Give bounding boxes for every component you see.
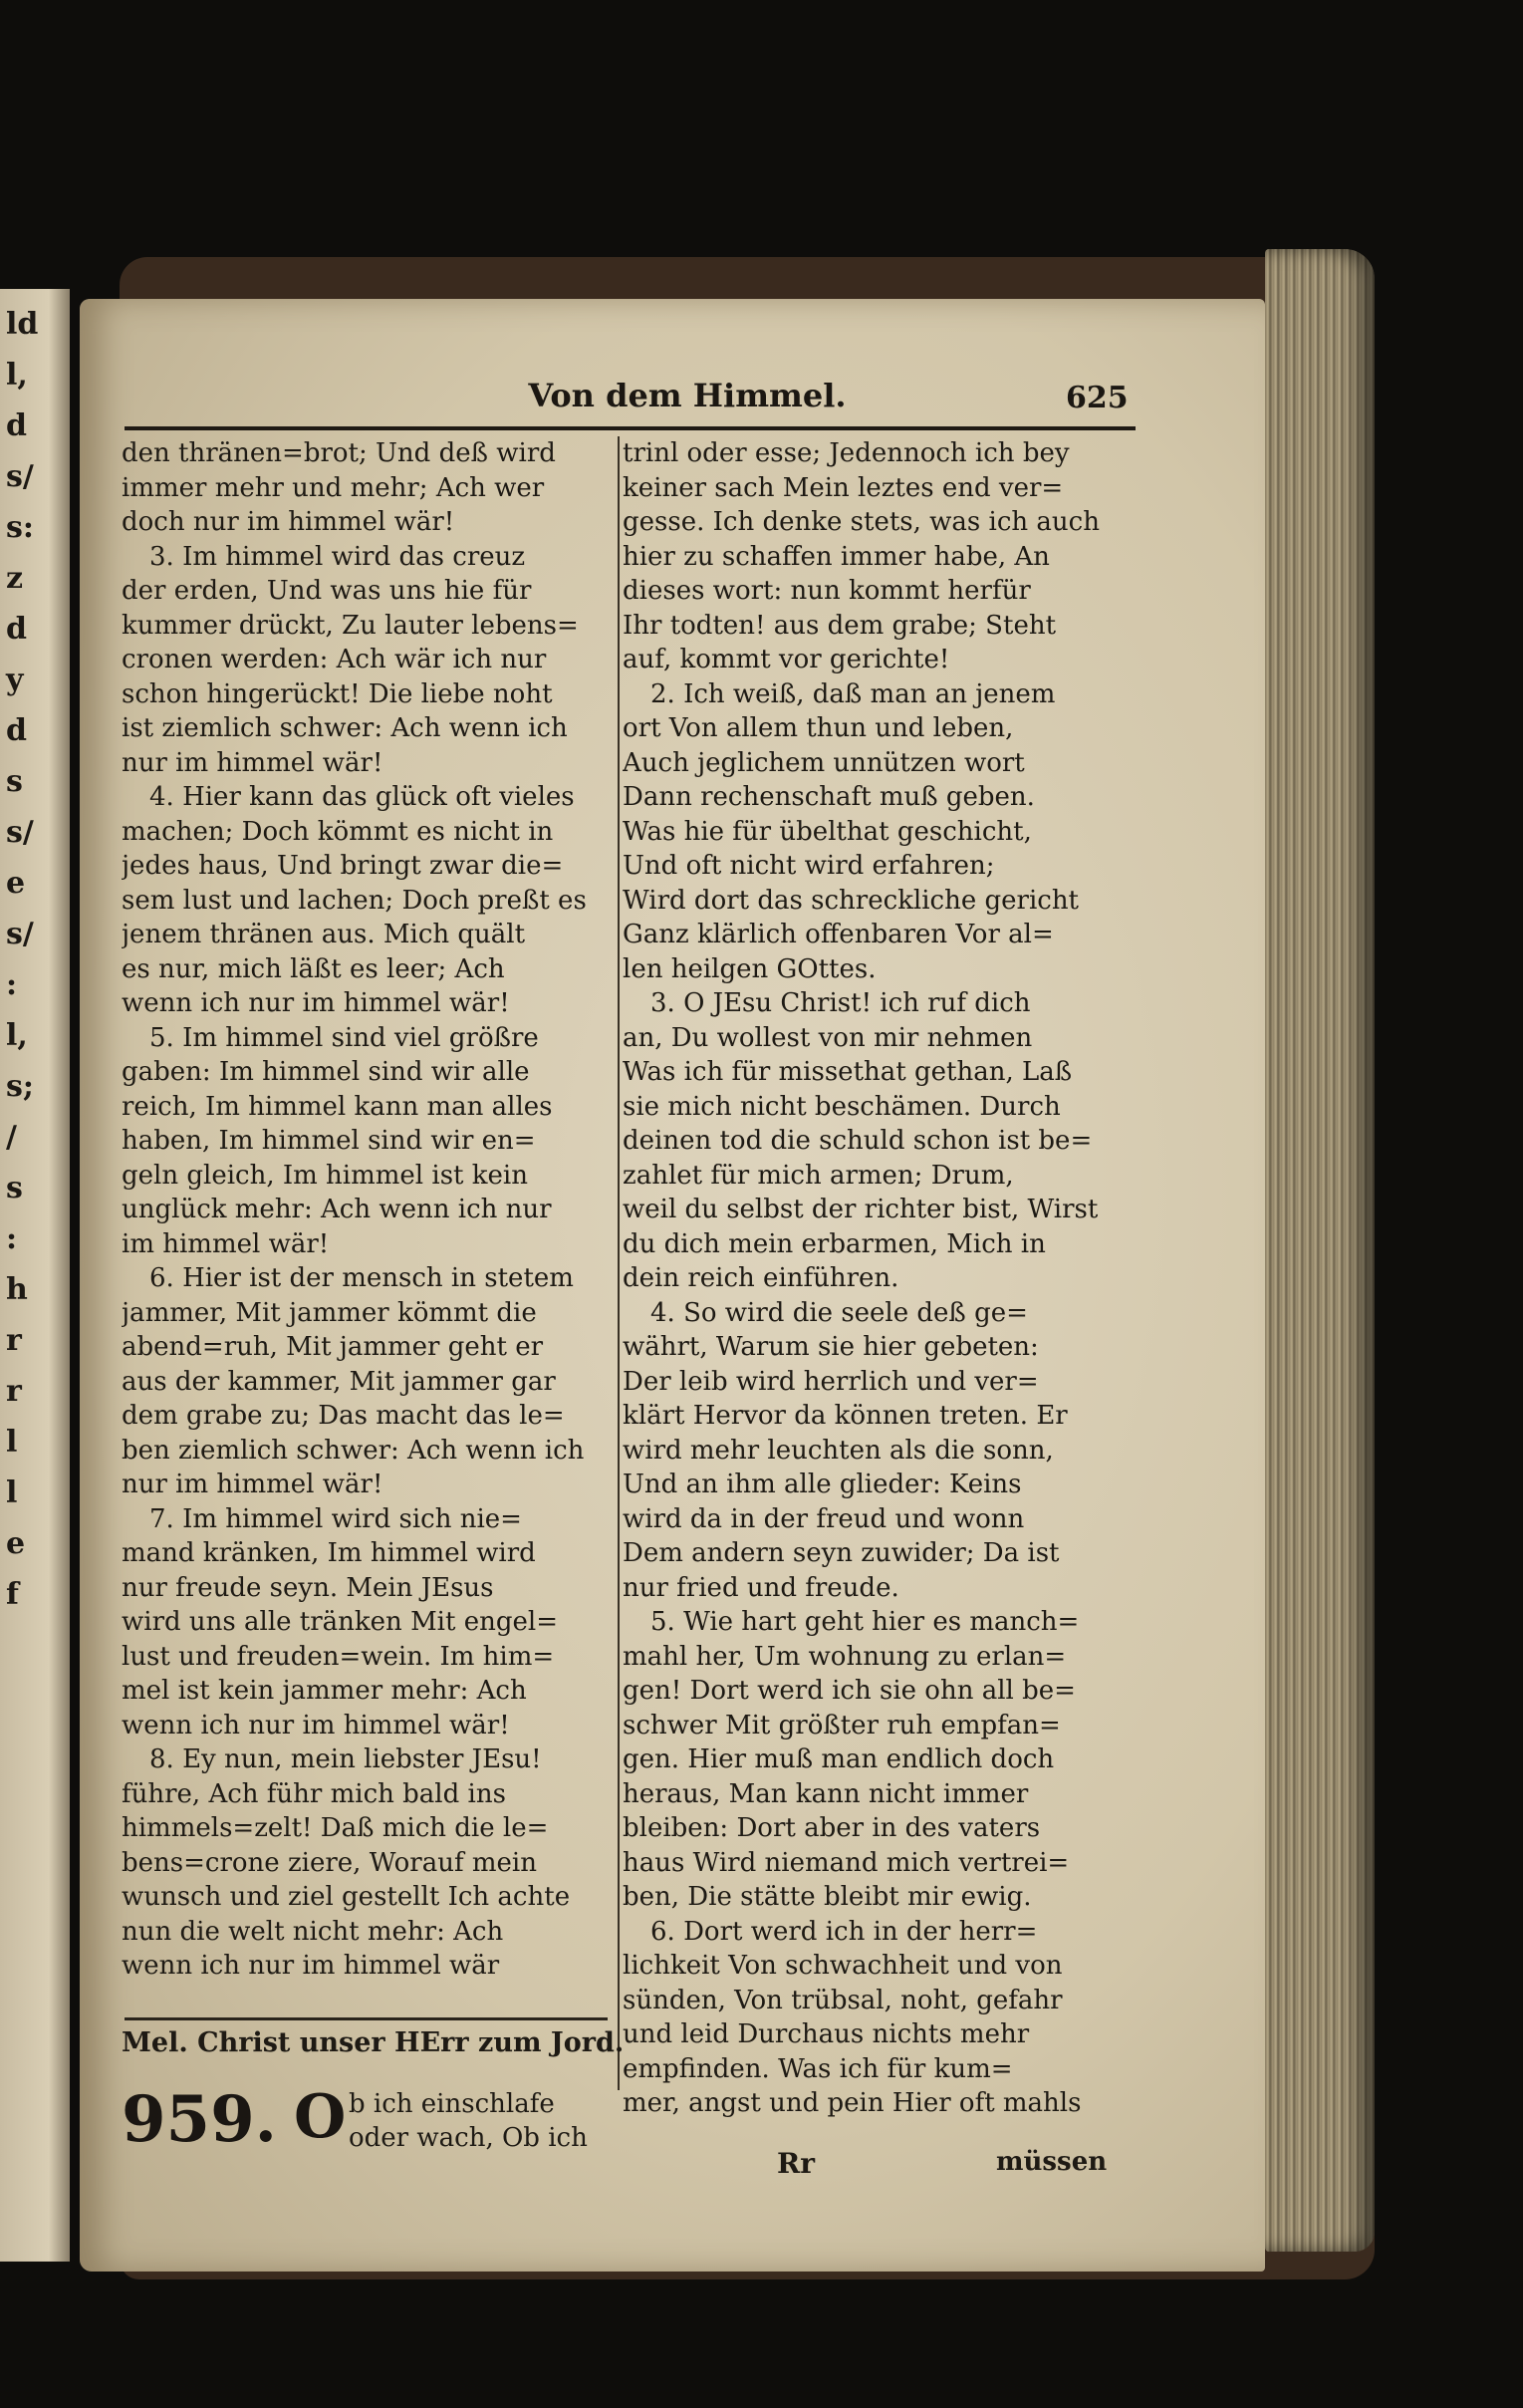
- text-line: 8. Ey nun, mein liebster JEsu!: [149, 1744, 542, 1774]
- text-line: wenn ich nur im himmel wär!: [122, 1710, 510, 1740]
- text-line: wird uns alle tränken Mit engel=: [122, 1607, 558, 1637]
- text-line: gaben: Im himmel sind wir alle: [122, 1057, 530, 1087]
- text-line: Auch jeglichem unnützen wort: [623, 747, 1025, 778]
- text-line: wenn ich nur im himmel wär!: [122, 988, 510, 1018]
- text-line: Was hie für übelthat geschicht,: [623, 816, 1032, 847]
- text-line: dieses wort: nun kommt herfür: [623, 576, 1031, 606]
- melody-line: Mel. Christ unser HErr zum Jord.: [122, 2027, 625, 2058]
- margin-fragment: d: [6, 612, 27, 647]
- text-line: zahlet für mich armen; Drum,: [623, 1160, 1014, 1191]
- margin-fragment: s;: [6, 1069, 34, 1104]
- text-line: nur fried und freude.: [623, 1572, 899, 1603]
- margin-fragment: l: [6, 1475, 18, 1510]
- margin-fragment: s/: [6, 917, 34, 951]
- text-line: jenem thränen aus. Mich quält: [122, 920, 526, 949]
- text-line: kummer drückt, Zu lauter lebens=: [122, 610, 579, 641]
- text-line: 5. Im himmel sind viel größre: [149, 1022, 539, 1053]
- text-line: nur im himmel wär!: [122, 747, 383, 778]
- text-line: jedes haus, Und bringt zwar die=: [122, 851, 564, 881]
- text-line: 3. Im himmel wird das creuz: [149, 541, 526, 572]
- right-column: [623, 436, 1141, 2121]
- text-line: empfinden. Was ich für kum=: [623, 2053, 1013, 2084]
- catchword: müssen: [996, 2147, 1108, 2177]
- text-line: wird da in der freud und wonn: [623, 1503, 1025, 1534]
- text-line: 3. O JEsu Christ! ich ruf dich: [650, 988, 1031, 1018]
- text-line: den thränen=brot; Und deß wird: [122, 438, 556, 468]
- text-line: sie mich nicht beschämen. Durch: [623, 1091, 1061, 1122]
- margin-fragment: f: [6, 1577, 19, 1612]
- text-line: Und oft nicht wird erfahren;: [623, 851, 995, 881]
- text-line: geln gleich, Im himmel ist kein: [122, 1160, 528, 1191]
- text-line: mahl her, Um wohnung zu erlan=: [623, 1641, 1067, 1672]
- text-line: 6. Hier ist der mensch in stetem: [149, 1263, 574, 1293]
- page-number: 625: [1066, 381, 1129, 415]
- text-line: und leid Durchaus nichts mehr: [623, 2019, 1030, 2049]
- text-line: Ihr todten! aus dem grabe; Steht: [623, 610, 1057, 641]
- margin-fragment: s: [6, 1171, 23, 1205]
- hymn-line: b ich einschlafe: [349, 2089, 555, 2119]
- text-line: dein reich einführen.: [623, 1263, 899, 1293]
- text-line: Ganz klärlich offenbaren Vor al=: [623, 920, 1054, 949]
- text-line: wenn ich nur im himmel wär: [122, 1951, 500, 1981]
- header-rule: [125, 426, 1136, 430]
- text-line: abend=ruh, Mit jammer geht er: [122, 1332, 544, 1362]
- text-line: sem lust und lachen; Doch preßt es: [122, 885, 587, 916]
- text-line: bleiben: Dort aber in des vaters: [623, 1813, 1041, 1843]
- text-line: bens=crone ziere, Worauf mein: [122, 1847, 537, 1878]
- margin-fragment: z: [6, 561, 24, 596]
- text-line: deinen tod die schuld schon ist be=: [623, 1126, 1093, 1156]
- text-line: auf, kommt vor gerichte!: [623, 645, 950, 674]
- text-line: gen. Hier muß man endlich doch: [623, 1744, 1055, 1774]
- margin-fragment: e: [6, 866, 26, 901]
- hymn-opening-lines: [349, 2087, 618, 2155]
- text-line: nun die welt nicht mehr: Ach: [122, 1916, 504, 1947]
- margin-fragment: h: [6, 1272, 28, 1307]
- text-line: himmels=zelt! Daß mich die le=: [122, 1813, 549, 1843]
- margin-fragment: s/: [6, 459, 34, 494]
- text-line: Dem andern seyn zuwider; Da ist: [623, 1538, 1060, 1568]
- text-line: mand kränken, Im himmel wird: [122, 1538, 536, 1568]
- margin-fragment: r: [6, 1374, 22, 1409]
- text-line: haus Wird niemand mich vertrei=: [623, 1847, 1070, 1878]
- text-line: jammer, Mit jammer kömmt die: [122, 1297, 537, 1328]
- text-line: wunsch und ziel gestellt Ich achte: [122, 1882, 571, 1912]
- margin-fragment: s:: [6, 510, 34, 545]
- text-line: es nur, mich läßt es leer; Ach: [122, 953, 505, 984]
- text-line: im himmel wär!: [122, 1228, 330, 1259]
- text-line: 4. Hier kann das glück oft vieles: [149, 782, 575, 812]
- text-line: nur im himmel wär!: [122, 1470, 383, 1499]
- text-line: gesse. Ich denke stets, was ich auch: [623, 507, 1100, 537]
- hymn-number: 959.: [122, 2082, 277, 2157]
- text-line: wird mehr leuchten als die sonn,: [623, 1435, 1054, 1466]
- book-page: [80, 299, 1265, 2272]
- text-line: führe, Ach führ mich bald ins: [122, 1778, 506, 1809]
- text-line: schon hingerückt! Die liebe noht: [122, 678, 553, 709]
- text-line: ben, Die stätte bleibt mir ewig.: [623, 1882, 1032, 1912]
- margin-fragment: :: [6, 1221, 18, 1256]
- text-line: trinl oder esse; Jedennoch ich bey: [623, 438, 1070, 468]
- margin-fragment: /: [6, 1120, 17, 1155]
- text-line: an, Du wollest von mir nehmen: [623, 1022, 1033, 1053]
- text-line: sünden, Von trübsal, noht, gefahr: [623, 1985, 1063, 2015]
- text-line: keiner sach Mein leztes end ver=: [623, 472, 1064, 503]
- hymn-separator-rule: [125, 2017, 608, 2020]
- margin-fragment: s/: [6, 815, 34, 850]
- text-line: schwer Mit größter ruh empfan=: [623, 1710, 1061, 1740]
- text-line: dem grabe zu; Das macht das le=: [122, 1401, 565, 1431]
- margin-fragment: d: [6, 408, 27, 443]
- running-head: [80, 377, 1265, 426]
- text-line: doch nur im himmel wär!: [122, 507, 455, 537]
- margin-fragment: l,: [6, 1018, 28, 1053]
- page-edges: [1265, 249, 1375, 2252]
- text-line: ort Von allem thun und leben,: [623, 713, 1014, 743]
- text-line: 6. Dort werd ich in der herr=: [650, 1916, 1038, 1947]
- text-line: 2. Ich weiß, daß man an jenem: [650, 678, 1056, 709]
- text-line: machen; Doch kömmt es nicht in: [122, 816, 554, 847]
- margin-fragment: :: [6, 967, 18, 1002]
- text-line: immer mehr und mehr; Ach wer: [122, 472, 545, 503]
- text-line: unglück mehr: Ach wenn ich nur: [122, 1195, 552, 1224]
- text-line: weil du selbst der richter bist, Wirst: [623, 1195, 1099, 1224]
- margin-fragment: e: [6, 1526, 26, 1561]
- text-line: Der leib wird herrlich und ver=: [623, 1366, 1039, 1397]
- text-line: der erden, Und was uns hie für: [122, 576, 532, 606]
- text-line: du dich mein erbarmen, Mich in: [623, 1228, 1046, 1259]
- left-column: [122, 436, 639, 1984]
- text-line: lichkeit Von schwachheit und von: [623, 1951, 1063, 1981]
- text-line: 4. So wird die seele deß ge=: [650, 1297, 1028, 1328]
- text-line: ist ziemlich schwer: Ach wenn ich: [122, 713, 568, 743]
- text-line: Wird dort das schreckliche gericht: [623, 885, 1080, 916]
- text-line: mer, angst und pein Hier oft mahls: [623, 2088, 1082, 2118]
- margin-fragment: r: [6, 1323, 22, 1358]
- signature-mark: Rr: [777, 2147, 816, 2180]
- hymn-line: oder wach, Ob ich: [349, 2123, 588, 2153]
- margin-fragment: d: [6, 713, 27, 748]
- text-line: heraus, Man kann nicht immer: [623, 1778, 1029, 1809]
- text-line: cronen werden: Ach wär ich nur: [122, 645, 547, 674]
- text-line: hier zu schaffen immer habe, An: [623, 541, 1050, 572]
- text-line: Und an ihm alle glieder: Keins: [623, 1470, 1022, 1499]
- margin-fragment: ld: [6, 307, 39, 342]
- text-line: 7. Im himmel wird sich nie=: [149, 1503, 522, 1534]
- running-title: Von dem Himmel.: [528, 377, 847, 414]
- hymn-initial: O: [294, 2082, 347, 2152]
- text-line: len heilgen GOttes.: [623, 953, 877, 984]
- text-line: 5. Wie hart geht hier es manch=: [650, 1607, 1080, 1637]
- text-line: ben ziemlich schwer: Ach wenn ich: [122, 1435, 585, 1466]
- text-line: klärt Hervor da können treten. Er: [623, 1401, 1068, 1431]
- margin-fragment: l: [6, 1425, 18, 1460]
- text-line: reich, Im himmel kann man alles: [122, 1091, 553, 1122]
- margin-fragment: s: [6, 764, 23, 799]
- margin-fragment: y: [6, 663, 24, 697]
- text-line: Was ich für missethat gethan, Laß: [623, 1057, 1073, 1087]
- text-line: gen! Dort werd ich sie ohn all be=: [623, 1676, 1076, 1706]
- margin-fragment: l,: [6, 358, 28, 393]
- text-line: mel ist kein jammer mehr: Ach: [122, 1676, 527, 1706]
- text-line: lust und freuden=wein. Im him=: [122, 1641, 555, 1672]
- facing-page-edge: [0, 289, 70, 2262]
- text-line: haben, Im himmel sind wir en=: [122, 1126, 536, 1156]
- text-line: Dann rechenschaft muß geben.: [623, 782, 1035, 812]
- text-line: aus der kammer, Mit jammer gar: [122, 1366, 556, 1397]
- text-line: währt, Warum sie hier gebeten:: [623, 1332, 1039, 1362]
- text-line: nur freude seyn. Mein JEsus: [122, 1572, 494, 1603]
- column-divider: [618, 436, 620, 2090]
